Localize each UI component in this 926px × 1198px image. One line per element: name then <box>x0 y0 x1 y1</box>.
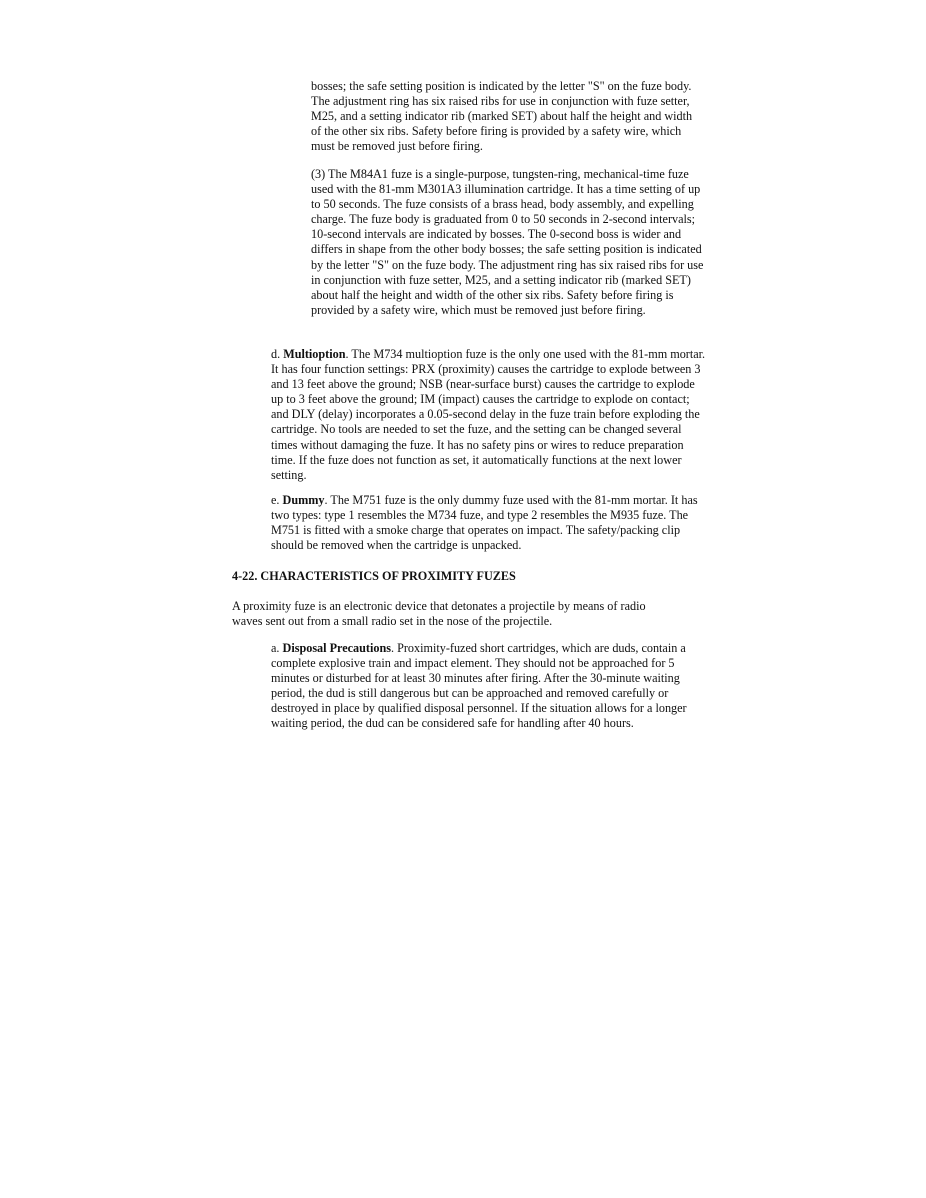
dummy-text: . The M751 fuze is the only dummy fuze used with the 81-mm mortar. It has two types: type 1 resembles the M734 fuze, and type 2 resembles the M935 fuze. The M751 is fitted with a smoke charge that operates on impact. The safety/packing clip should be removed when the cartridge is unpacked. <box>271 493 698 553</box>
disposal-prefix: a. <box>271 641 283 655</box>
disposal-text: . Proximity-fuzed short cartridges, which are duds, contain a complete explosive train and impact element. They should not be approached for 5 minutes or disturbed for at least 30 minutes after firing. After the 30-minute waiting period, the dud is still dangerous but can be approached and removed carefully or destroyed in place by qualified disposal personnel. If the situation allows for a longer waiting period, the dud can be considered safe for handling after 40 hours. <box>271 641 687 731</box>
section-heading: 4-22. CHARACTERISTICS OF PROXIMITY FUZES <box>232 569 516 583</box>
paragraph-bosses-continuation: bosses; the safe setting position is indicated by the letter "S" on the fuze body. The adjustment ring has six raised ribs for use in conjunction with fuze setter, M25, and a setting indicator rib (marked SET) about half the height and width of the other six ribs. Safety before firing is provided by a safety wire, which must be removed just before firing. <box>311 79 693 154</box>
multioption-label: Multioption <box>283 347 346 361</box>
paragraph-disposal-precautions <box>271 641 701 732</box>
paragraph-multioption-fuze <box>271 347 706 483</box>
dummy-prefix: e. <box>271 493 283 507</box>
paragraph-dummy-fuze <box>271 493 706 553</box>
dummy-label: Dummy <box>282 493 325 507</box>
multioption-prefix: d. <box>271 347 284 361</box>
paragraph-m84a1-fuze: (3) The M84A1 fuze is a single-purpose, tungsten-ring, mechanical-time fuze used with the 81-mm M301A3 illumination cartridge. It has a time setting of up to 50 seconds. The fuze consists of a brass head, body assembly, and expelling charge. The fuze body is graduated from 0 to 50 seconds in 2-second intervals; 10-second intervals are indicated by bosses. The 0-second boss is wider and differs in shape from the other body bosses; the safe setting position is indicated by the letter "S" on the fuze body. The adjustment ring has six raised ribs for use in conjunction with fuze setter, M25, and a setting indicator rib (marked SET) about half the height and width of the other six ribs. Safety before firing is provided by a safety wire, which must be removed just before firing. <box>311 167 704 317</box>
multioption-text: . The M734 multioption fuze is the only one used with the 81-mm mortar. It has four function settings: PRX (proximity) causes the cartridge to explode between 3 and 13 feet above the ground; NSB (near-surface burst) causes the cartridge to explode up to 3 feet above the ground; IM (impact) causes the cartridge to explode on contact; and DLY (delay) incorporates a 0.05-second delay in the fuze train before exploding the cartridge. No tools are needed to set the fuze, and the setting can be changed several times without damaging the fuze. It has no safety pins or wires to reduce preparation time. If the fuze does not function as set, it automatically functions at the next lower setting. <box>271 347 706 482</box>
disposal-label: Disposal Precautions <box>282 641 391 655</box>
paragraph-proximity-intro: A proximity fuze is an electronic device that detonates a projectile by means of radio waves sent out from a small radio set in the nose of the projectile. <box>232 599 646 629</box>
